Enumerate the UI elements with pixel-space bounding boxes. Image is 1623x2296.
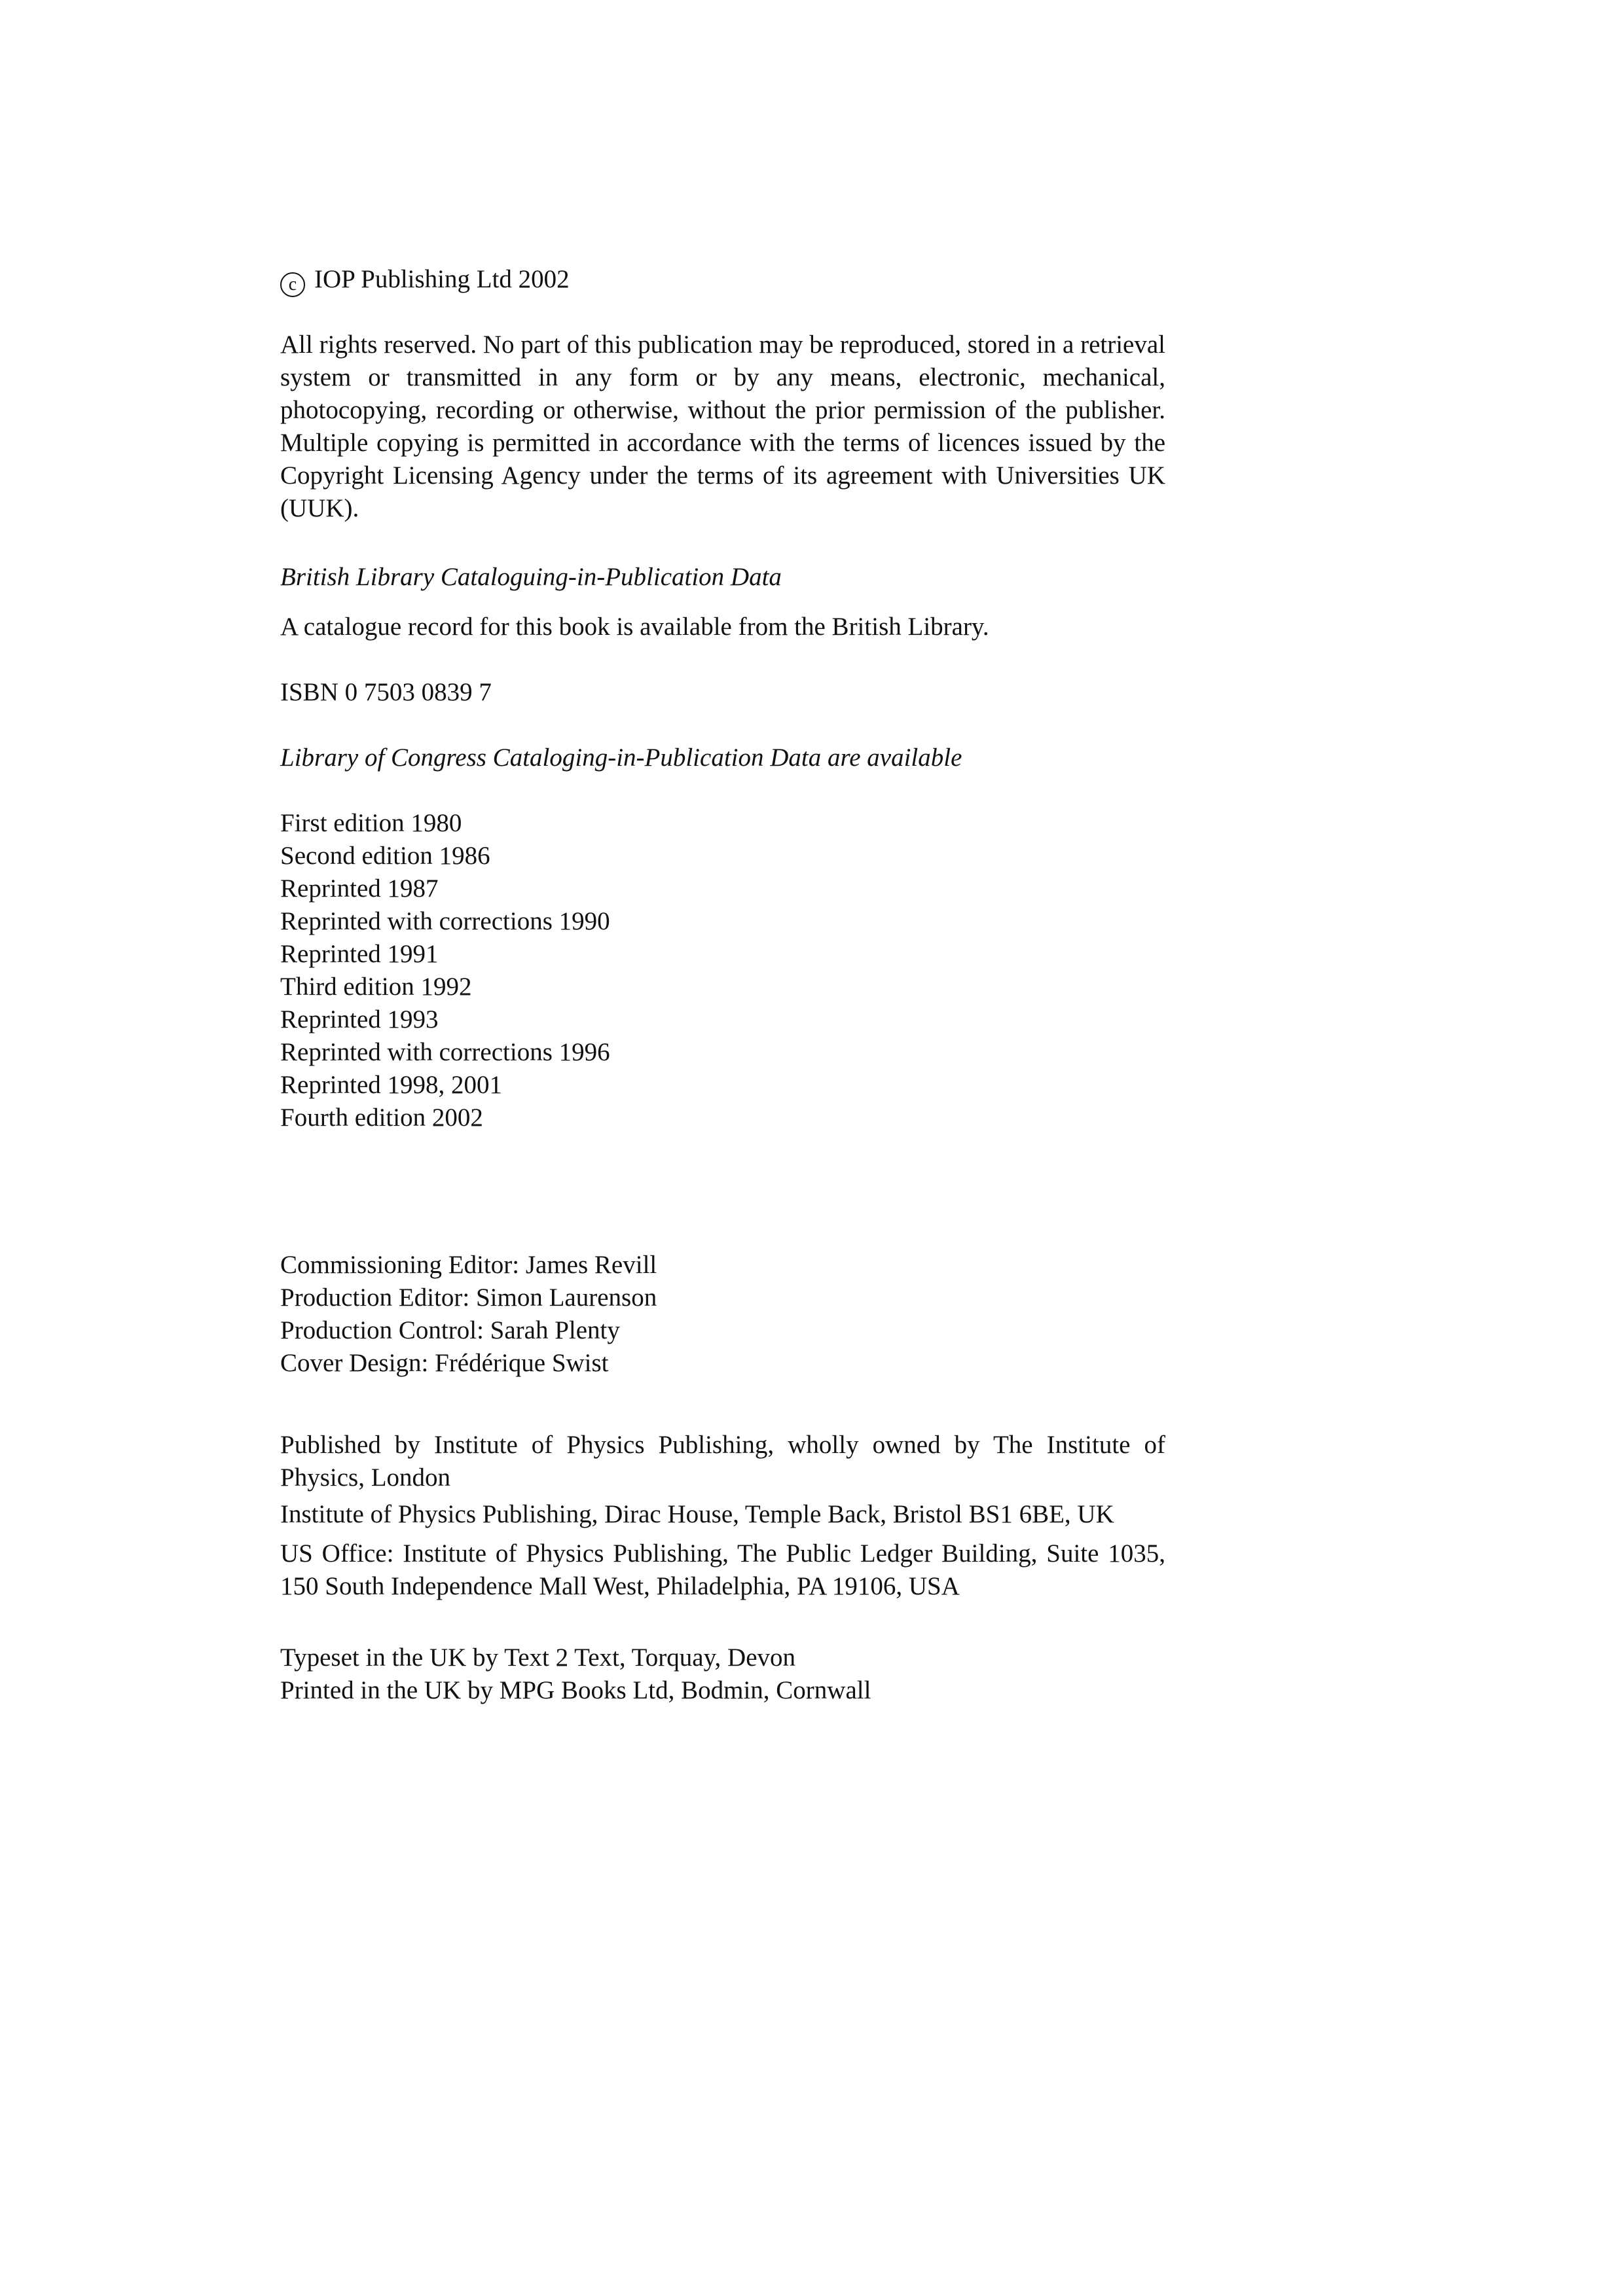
edition-item: Fourth edition 2002: [280, 1103, 483, 1132]
credit-item: Production Editor: Simon Laurenson: [280, 1283, 657, 1312]
production-credits: [280, 1249, 1165, 1380]
library-of-congress-text: Library of Congress Cataloging-in-Publication Data are available: [280, 744, 962, 772]
isbn-text: ISBN 0 7503 0839 7: [280, 678, 492, 706]
credit-item: Commissioning Editor: James Revill: [280, 1251, 657, 1279]
printing-info: [280, 1641, 1165, 1707]
copyright-line: [280, 263, 1165, 297]
edition-item: Reprinted with corrections 1990: [280, 907, 610, 935]
edition-item: Second edition 1986: [280, 842, 490, 870]
edition-item: Reprinted 1987: [280, 874, 439, 903]
typeset-line: Typeset in the UK by Text 2 Text, Torquay, Devon: [280, 1643, 796, 1672]
uk-address-text: Institute of Physics Publishing, Dirac House, Temple Back, Bristol BS1 6BE, UK: [280, 1500, 1114, 1528]
edition-item: Third edition 1992: [280, 973, 472, 1001]
rights-text: All rights reserved. No part of this publication may be reproduced, stored in a retrieval system or transmitted in any form or by any means, electronic, mechanical, photocopying, recording or otherwise, without the prior permission of the publisher. Multiple copying is permitted in accordance with the terms of licences issued by the Copyright Licensing Agency under the terms of its agreement with Universities UK (UUK).: [280, 331, 1165, 522]
edition-item: Reprinted 1998, 2001: [280, 1071, 503, 1099]
copyright-symbol: c: [280, 272, 305, 297]
copyright-text: IOP Publishing Ltd 2002: [314, 265, 570, 293]
edition-history: [280, 807, 1165, 1134]
edition-item: Reprinted with corrections 1996: [280, 1038, 610, 1066]
rights-paragraph: [280, 329, 1165, 525]
british-library-heading: [280, 561, 1165, 594]
british-library-heading-text: British Library Cataloguing-in-Publication Data: [280, 563, 782, 591]
credit-item: Cover Design: Frédérique Swist: [280, 1349, 609, 1377]
edition-item: Reprinted 1991: [280, 940, 439, 968]
edition-item: Reprinted 1993: [280, 1005, 439, 1033]
edition-item: First edition 1980: [280, 809, 462, 837]
credit-item: Production Control: Sarah Plenty: [280, 1316, 620, 1344]
british-library-text: [280, 611, 1165, 643]
library-of-congress: [280, 742, 1165, 774]
us-office-text: US Office: Institute of Physics Publishing, The Public Ledger Building, Suite 1035, 150 South Independence Mall West, Philadelphia, PA 19106, USA: [280, 1539, 1165, 1600]
isbn: [280, 676, 1165, 709]
published-by-text: Published by Institute of Physics Publishing, wholly owned by The Institute of Physics, London: [280, 1431, 1165, 1492]
published-by: [280, 1429, 1165, 1494]
catalogue-record-text: A catalogue record for this book is available from the British Library.: [280, 613, 989, 641]
printed-line: Printed in the UK by MPG Books Ltd, Bodmin, Cornwall: [280, 1676, 871, 1704]
us-office: [280, 1537, 1165, 1603]
uk-address: [280, 1498, 1165, 1531]
